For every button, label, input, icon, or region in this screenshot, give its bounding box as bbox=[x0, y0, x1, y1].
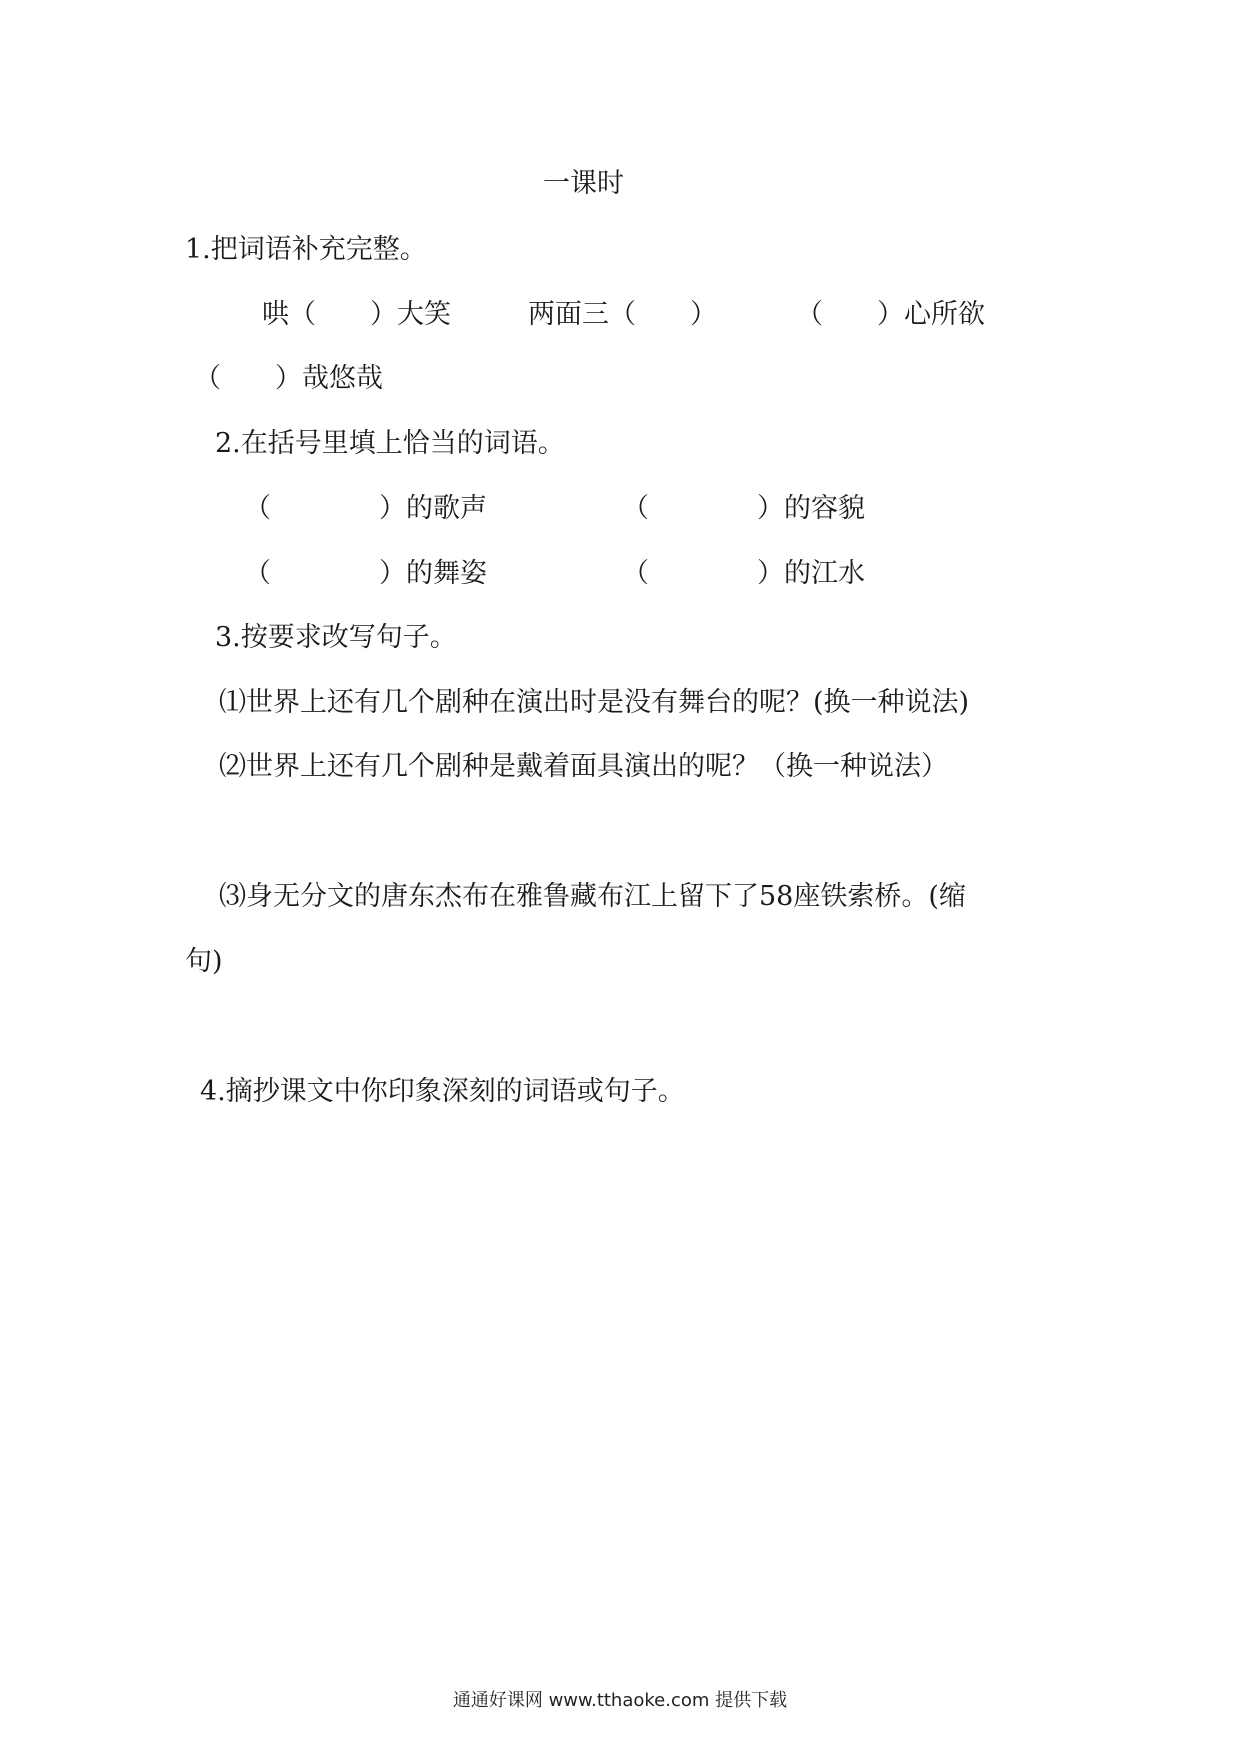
q1-item-1: 哄（ ）大笑 bbox=[262, 299, 451, 330]
q3-heading: 3.按要求改写句子。 bbox=[215, 622, 457, 653]
q1-item-4: （ ）哉悠哉 bbox=[194, 363, 383, 394]
q1-item-2: 两面三（ ） bbox=[528, 299, 717, 330]
q2-row2-item-1: （ ）的舞姿 bbox=[244, 558, 487, 589]
q2-heading: 2.在括号里填上恰当的词语。 bbox=[215, 428, 565, 459]
q3-sentence-3-line-2: 句) bbox=[185, 946, 223, 977]
q1-heading: 1.把词语补充完整。 bbox=[185, 234, 427, 265]
page-title: 一课时 bbox=[543, 168, 624, 199]
footer-source: 通通好课网 www.tthaoke.com 提供下载 bbox=[452, 1690, 788, 1711]
q4-heading: 4.摘抄课文中你印象深刻的词语或句子。 bbox=[200, 1076, 685, 1107]
q2-row2-item-2: （ ）的江水 bbox=[622, 558, 865, 589]
q2-row1-item-1: （ ）的歌声 bbox=[244, 493, 487, 524]
q2-row1-item-2: （ ）的容貌 bbox=[622, 493, 865, 524]
q1-item-3: （ ）心所欲 bbox=[796, 299, 985, 330]
q3-sentence-2: ⑵世界上还有几个剧种是戴着面具演出的呢？（换一种说法） bbox=[219, 751, 948, 782]
q3-sentence-1: ⑴世界上还有几个剧种在演出时是没有舞台的呢？(换一种说法) bbox=[219, 687, 970, 718]
q3-sentence-3-line-1: ⑶身无分文的唐东杰布在雅鲁藏布江上留下了58座铁索桥。(缩 bbox=[219, 881, 966, 912]
